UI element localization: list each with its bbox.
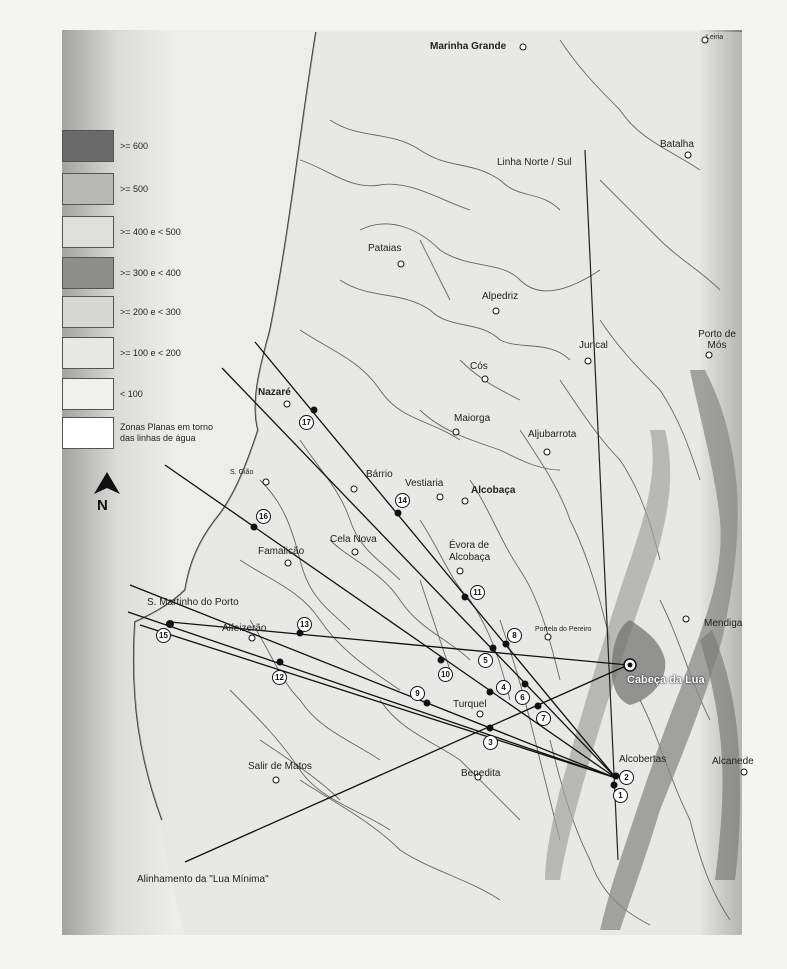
- legend-label: >= 600: [120, 140, 149, 151]
- legend-label: >= 400 e < 500: [120, 226, 181, 237]
- legend-label: >= 200 e < 300: [120, 306, 181, 317]
- place-evora-de-alcobaca: Évora de Alcobaça: [449, 540, 491, 563]
- point-6: 6: [515, 690, 530, 705]
- point-14: 14: [395, 493, 410, 508]
- place-mendiga: Mendiga: [704, 618, 743, 629]
- place-cabeca-da-lua: Cabeça da Lua: [627, 674, 705, 686]
- point-4: 4: [496, 680, 511, 695]
- place-barrio: Bárrio: [366, 469, 393, 480]
- place-benedita: Benedita: [461, 768, 501, 779]
- place-pataias: Pataias: [368, 243, 402, 254]
- place-aljubarrota: Aljubarrota: [528, 429, 577, 440]
- place-portela-do-pereiro: Portela do Pereiro: [535, 626, 592, 633]
- legend-swatch: [62, 173, 114, 205]
- place-porto-de-mos: Porto de Mós: [698, 329, 736, 351]
- point-15: 15: [156, 628, 171, 643]
- place-salir-de-matos: Salir de Matos: [248, 761, 312, 772]
- place-batalha: Batalha: [660, 139, 694, 150]
- point-16: 16: [256, 509, 271, 524]
- point-3: 3: [483, 735, 498, 750]
- place-leiria: Leiria: [706, 34, 724, 41]
- point-12: 12: [272, 670, 287, 685]
- legend-swatch: [62, 130, 114, 162]
- legend-swatch: [62, 337, 114, 369]
- legend-swatch: [62, 257, 114, 289]
- place-turquel: Turquel: [453, 699, 487, 710]
- legend-swatch: [62, 296, 114, 328]
- place-linha-norte-sul: Linha Norte / Sul: [497, 157, 572, 168]
- legend-item: [62, 296, 181, 328]
- legend-item: [62, 378, 143, 410]
- legend-item: [62, 337, 181, 369]
- legend-label: >= 500: [120, 183, 149, 194]
- place-alpedriz: Alpedriz: [482, 291, 519, 302]
- lua-minima-alignment-label: Alinhamento da "Lua Mínima": [137, 874, 269, 885]
- legend-item: [62, 130, 148, 162]
- legend-swatch: [62, 417, 114, 449]
- legend-item: [62, 216, 181, 248]
- place-alfeizerao: Alfeizerão: [222, 623, 267, 634]
- legend-item: [62, 173, 148, 205]
- place-juncal: Juncal: [579, 340, 608, 351]
- place-s-giao: S. Gião: [230, 469, 254, 476]
- place-cos: Cós: [470, 361, 488, 372]
- legend-label: >= 300 e < 400: [120, 267, 181, 278]
- point-2: 2: [619, 770, 634, 785]
- point-5: 5: [478, 653, 493, 668]
- place-familicao: Famalicão: [258, 546, 305, 557]
- place-cela-nova: Cela Nova: [330, 534, 377, 545]
- legend-item: [62, 257, 181, 289]
- legend-label: < 100: [120, 388, 143, 399]
- place-alcanede: Alcanede: [712, 756, 754, 767]
- legend-swatch: [62, 378, 114, 410]
- place-marinha-grande: Marinha Grande: [430, 41, 507, 52]
- legend-item: [62, 417, 230, 449]
- legend-label: Zonas Planas em torno das linhas de água: [120, 422, 214, 443]
- legend-label: >= 100 e < 200: [120, 347, 181, 358]
- place-s-martinho-do-porto: S. Martinho do Porto: [147, 597, 239, 608]
- place-nazare: Nazaré: [258, 387, 291, 398]
- north-label: N: [97, 497, 108, 514]
- legend-swatch: [62, 216, 114, 248]
- point-17: 17: [299, 415, 314, 430]
- point-8: 8: [507, 628, 522, 643]
- place-maiorga: Maiorga: [454, 413, 491, 424]
- place-vestiaria: Vestiaria: [405, 478, 444, 489]
- point-10: 10: [438, 667, 453, 682]
- place-alcobaca: Alcobaça: [471, 485, 516, 496]
- point-1: 1: [613, 788, 628, 803]
- point-11: 11: [470, 585, 485, 600]
- point-13: 13: [297, 617, 312, 632]
- point-9: 9: [410, 686, 425, 701]
- point-7: 7: [536, 711, 551, 726]
- place-alcobertas: Alcobertas: [619, 754, 667, 765]
